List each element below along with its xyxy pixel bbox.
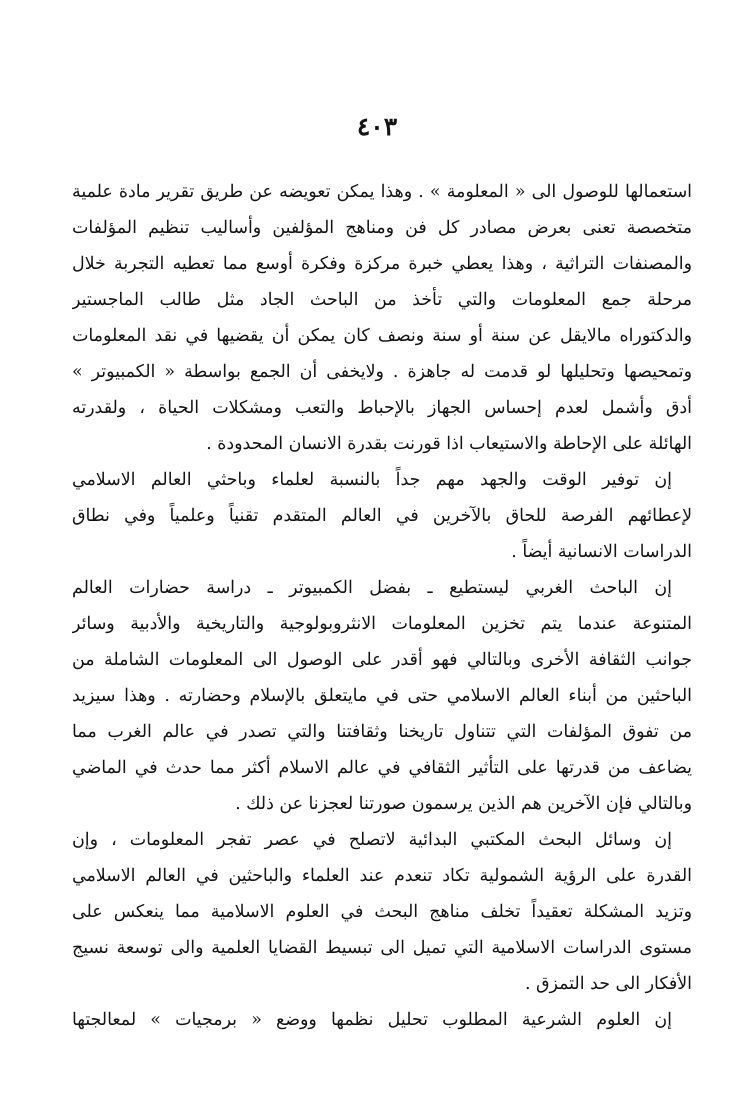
- body-text: [72, 174, 692, 1038]
- text-line: وتمحيصها وتحليلها لو قدمت له جاهزة . ولايخفى أن الجمع بواسطة « الكمبيوتر »: [72, 362, 692, 382]
- text-line: من تفوق المؤلفات التي تتناول تاريخنا وثقافتنا والتي تصدر في عالم الغرب مما: [72, 722, 692, 742]
- text-line: الدراسات الانسانية أيضاً .: [511, 542, 692, 562]
- text-line: إن وسائل البحث المكتبي البدائية لاتصلح في عصر تفجر المعلومات ، وإن: [72, 830, 672, 850]
- text-line: متخصصة تعنى بعرض مصادر كل فن ومناهج المؤلفين وأساليب تنظيم المؤلفات: [72, 218, 692, 238]
- text-line: وتزيد المشكلة تعقيداً تخلف مناهج البحث في العلوم الاسلامية مما ينعكس على: [72, 902, 692, 922]
- text-line: وبالتالي فإن الآخرين هم الذين يرسمون صورتنا لعجزنا عن ذلك .: [235, 794, 692, 814]
- text-line: إن توفير الوقت والجهد مهم جداً بالنسبة لعلماء وباحثي العالم الاسلامي: [72, 470, 672, 490]
- text-line: الهائلة على الإحاطة والاستيعاب اذا قورنت بقدرة الانسان المحدودة .: [206, 434, 692, 454]
- text-line: المتنوعة عندما يتم تخزين المعلومات الانثروبولوجية والتاريخية والأدبية وسائر: [72, 614, 692, 634]
- text-line: يضاعف من قدرتها على التأثير الثقافي في عالم الاسلام أكثر مما حدث في الماضي: [72, 758, 692, 778]
- text-line: مرحلة جمع المعلومات والتي تأخذ من الباحث الجاد مثل طالب الماجستير: [72, 290, 692, 310]
- text-line: استعمالها للوصول الى « المعلومة » . وهذا يمكن تعويضه عن طريق تقرير مادة علمية: [72, 182, 692, 202]
- text-line: الأفكار الى حد التمزق .: [524, 974, 692, 994]
- text-line: والدكتوراه مالايقل عن سنة أو سنة ونصف كان يمكن أن يقضيها في نقد المعلومات: [72, 326, 692, 346]
- text-line: أدق وأشمل لعدم إحساس الجهاز بالإحباط والتعب ومشكلات الحياة ، ولقدرته: [72, 398, 692, 418]
- text-line: الباحثين من أبناء العالم الاسلامي حتى في مايتعلق بالإسلام وحضارته . وهذا سيزيد: [72, 686, 692, 706]
- text-line: جوانب الثقافة الأخرى وبالتالي فهو أقدر على الوصول الى المعلومات الشاملة من: [72, 650, 692, 670]
- text-line: لإعطائهم الفرصة للحاق بالآخرين في العالم المتقدم تقنياً وعلمياً وفي نطاق: [72, 506, 692, 526]
- text-line: مستوى الدراسات الاسلامية التي تميل الى تبسيط القضايا العلمية والى توسعة نسيج: [72, 938, 692, 958]
- text-line: إن الباحث الغربي ليستطيع ـ بفضل الكمبيوتر ـ دراسة حضارات العالم: [72, 578, 672, 598]
- text-line: القدرة على الرؤية الشمولية تكاد تنعدم عند العلماء والباحثين في العالم الاسلامي: [72, 866, 692, 886]
- text-line: والمصنفات التراثية ، وهذا يعطي خبرة مركزة وفكرة أوسع مما تعطيه التجربة خلال: [72, 254, 692, 274]
- page-number: ٤٠٣: [356, 112, 398, 141]
- text-line: إن العلوم الشرعية المطلوب تحليل نظمها ووضع « برمجيات » لمعالجتها: [72, 1010, 672, 1030]
